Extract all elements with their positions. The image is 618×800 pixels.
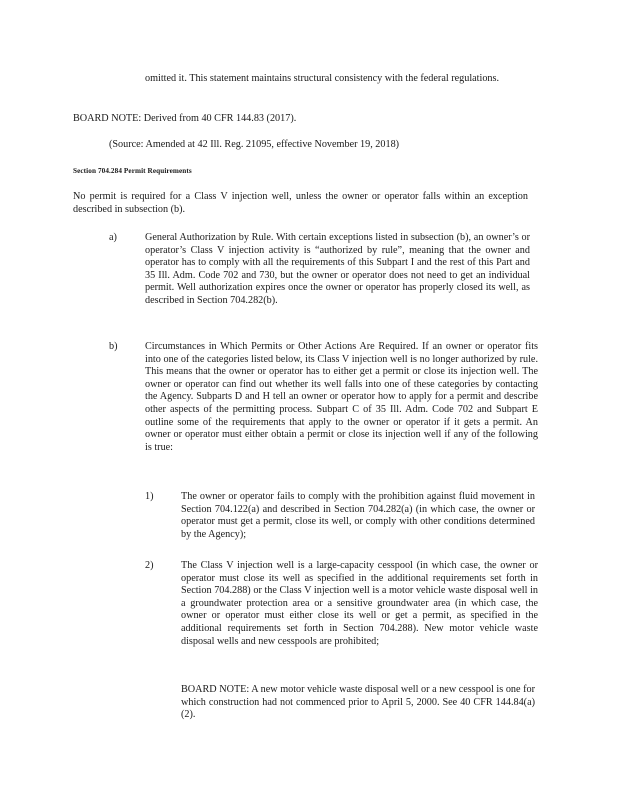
item-2-text: The Class V injection well is a large-capacity cesspool (in which case, the owner or operator must close its well as specified in the additional requirements set forth in Section 704.288) or the Class V injection well is a motor vehicle waste disposal well in a groundwater protection area or a sensitive groundwater area (in which case, the owner or operator must either close its well or get a permit, as specified in the additional requirements set forth in Section 704.288). New motor vehicle waste disposal wells and new cesspools are prohibited; — [181, 560, 538, 647]
item-b-text: Circumstances in Which Permits or Other Actions Are Required. If an owner or operator fits into one of the categories listed below, its Class V injection well is no longer authorized by rule. This means that the owner or operator has to either get a permit or close its injection well. The owner or operator can find out whether its well falls into one of these categories by contacting the Agency. Subparts D and H tell an owner or operator how to apply for a permit and describe other aspects of the permitting process. Subpart C of 35 Ill. Adm. Code 702 and Subpart E outline some of the requirements that apply to the owner or operator if it gets a permit. An owner or operator must either obtain a permit or close its injection well if any of the following is true: — [145, 341, 538, 453]
item-b-label: b) — [109, 341, 118, 352]
continuation-paragraph: omitted it. This statement maintains structural consistency with the federal regulations. — [145, 73, 500, 84]
intro-paragraph: No permit is required for a Class V injection well, unless the owner or operator falls within an exception described in subsection (b). — [73, 191, 528, 215]
board-note-2: BOARD NOTE: A new motor vehicle waste disposal well or a new cesspool is one for which construction had not commenced prior to April 5, 2000. See 40 CFR 144.84(a)(2). — [181, 684, 535, 721]
item-1-text: The owner or operator fails to comply with the prohibition against fluid movement in Section 704.122(a) and described in Section 704.282(a) (in which case, the owner or operator must get a permit, close its well, or comply with other conditions determined by the Agency); — [181, 491, 535, 540]
item-2-label: 2) — [145, 560, 154, 571]
source-note: (Source: Amended at 42 Ill. Reg. 21095, effective November 19, 2018) — [109, 139, 400, 150]
item-1-label: 1) — [145, 491, 154, 502]
section-heading: Section 704.284 Permit Requirements — [73, 167, 192, 175]
item-a-label: a) — [109, 232, 117, 243]
board-note: BOARD NOTE: Derived from 40 CFR 144.83 (2017). — [73, 113, 297, 124]
item-a-text: General Authorization by Rule. With certain exceptions listed in subsection (b), an owner’s or operator’s Class V injection activity is “authorized by rule”, meaning that the owner and operator has to comply with all the requirements of this Subpart I and the rest of this Part and 35 Ill. Adm. Code 702 and 730, but the owner or operator does not need to get an individual permit. Well authorization expires once the owner or operator has properly closed its well, as described in Section 704.282(b). — [145, 232, 530, 306]
